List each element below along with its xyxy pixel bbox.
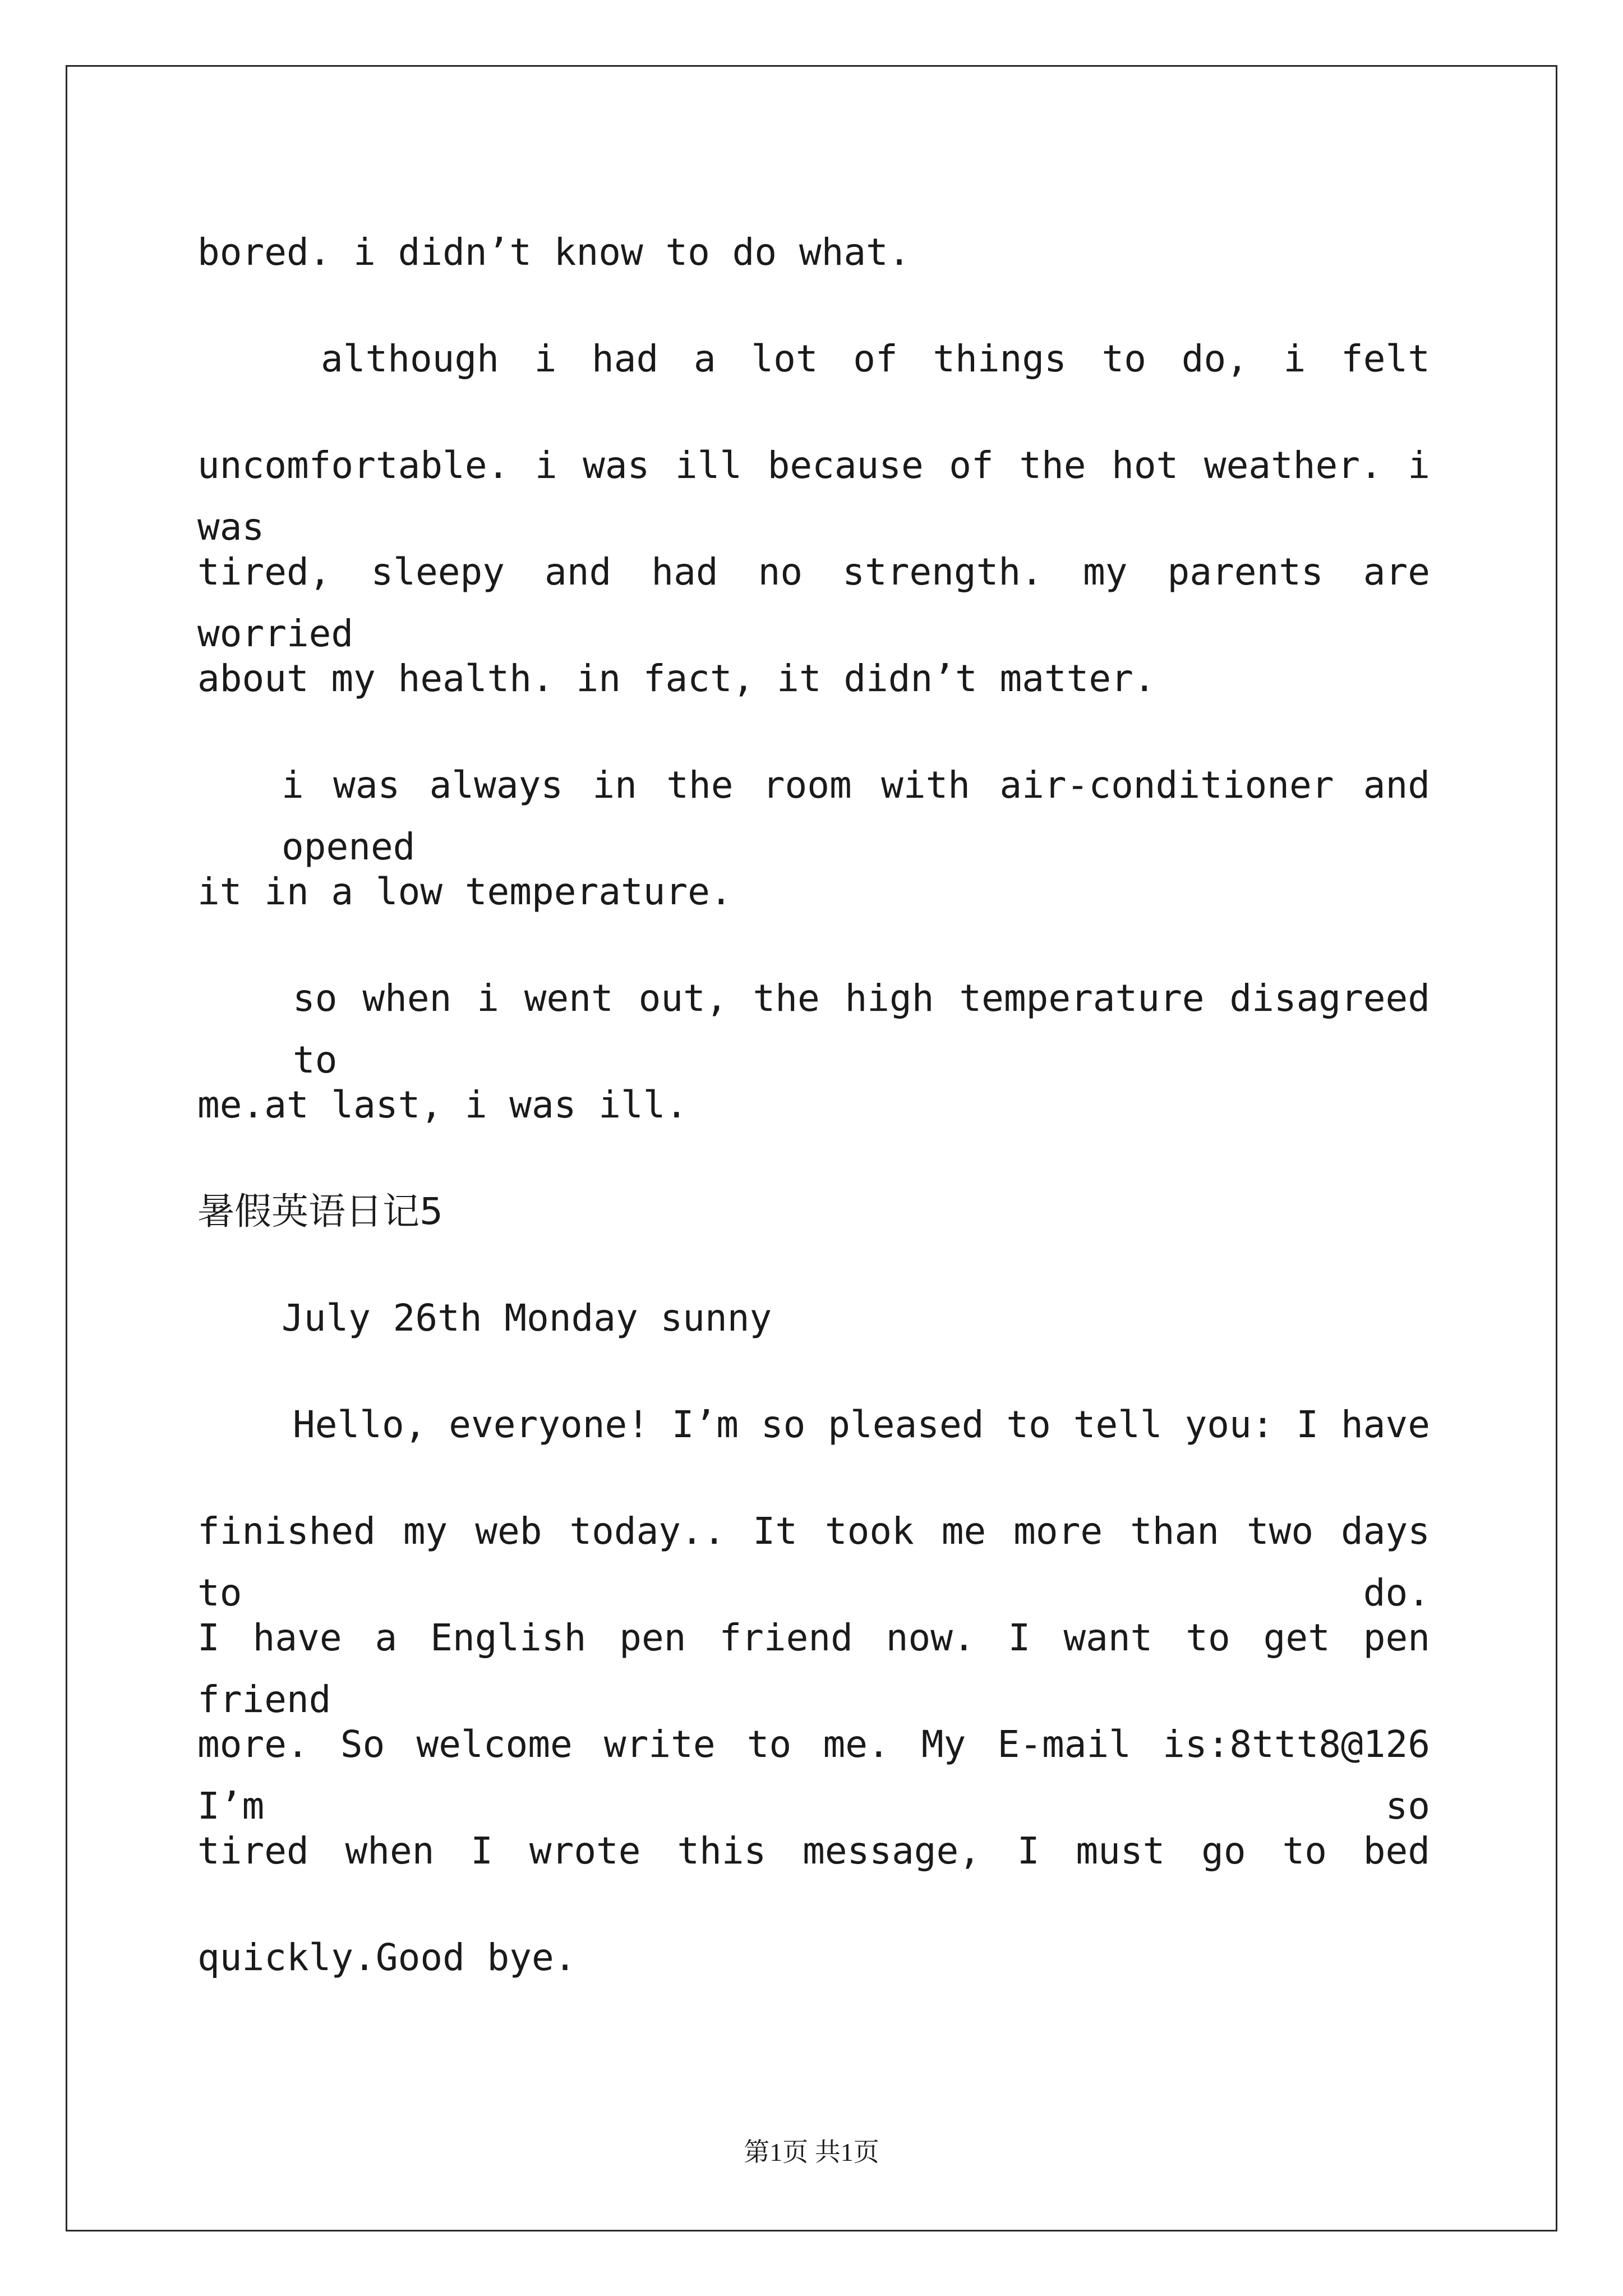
text-line: about my health. in fact, it didn’t matter. [197, 657, 1156, 700]
text-line: although i had a lot of things to do, i felt [321, 337, 1430, 380]
text-line: more. So welcome write to me. My E-mail is:8ttt8@126 I’m so [197, 1723, 1430, 1828]
text-line: July 26th Monday sunny [282, 1296, 772, 1340]
section-heading: 暑假英语日记5 [197, 1190, 443, 1233]
text-line: I have a English pen friend now. I want to get pen friend [197, 1616, 1430, 1721]
text-line: quickly.Good bye. [197, 1936, 577, 1979]
text-line: bored. i didn’t know to do what. [197, 231, 911, 274]
text-line: it in a low temperature. [197, 870, 732, 913]
text-line: tired when I wrote this message, I must go to bed [197, 1829, 1430, 1872]
text-line: uncomfortable. i was ill because of the hot weather. i was [197, 444, 1430, 549]
text-line: finished my web today.. It took me more than two days to do. [197, 1510, 1430, 1614]
text-line: tired, sleepy and had no strength. my parents are worried [197, 550, 1430, 655]
text-line: so when i went out, the high temperature disagreed to [293, 977, 1430, 1082]
text-line: Hello, everyone! I’m so pleased to tell you: I have [293, 1403, 1430, 1446]
document-body [197, 222, 1430, 2033]
text-line: i was always in the room with air-conditioner and opened [282, 763, 1430, 868]
page-footer: 第1页 共1页 [744, 2138, 879, 2166]
text-line: me.at last, i was ill. [197, 1083, 688, 1126]
